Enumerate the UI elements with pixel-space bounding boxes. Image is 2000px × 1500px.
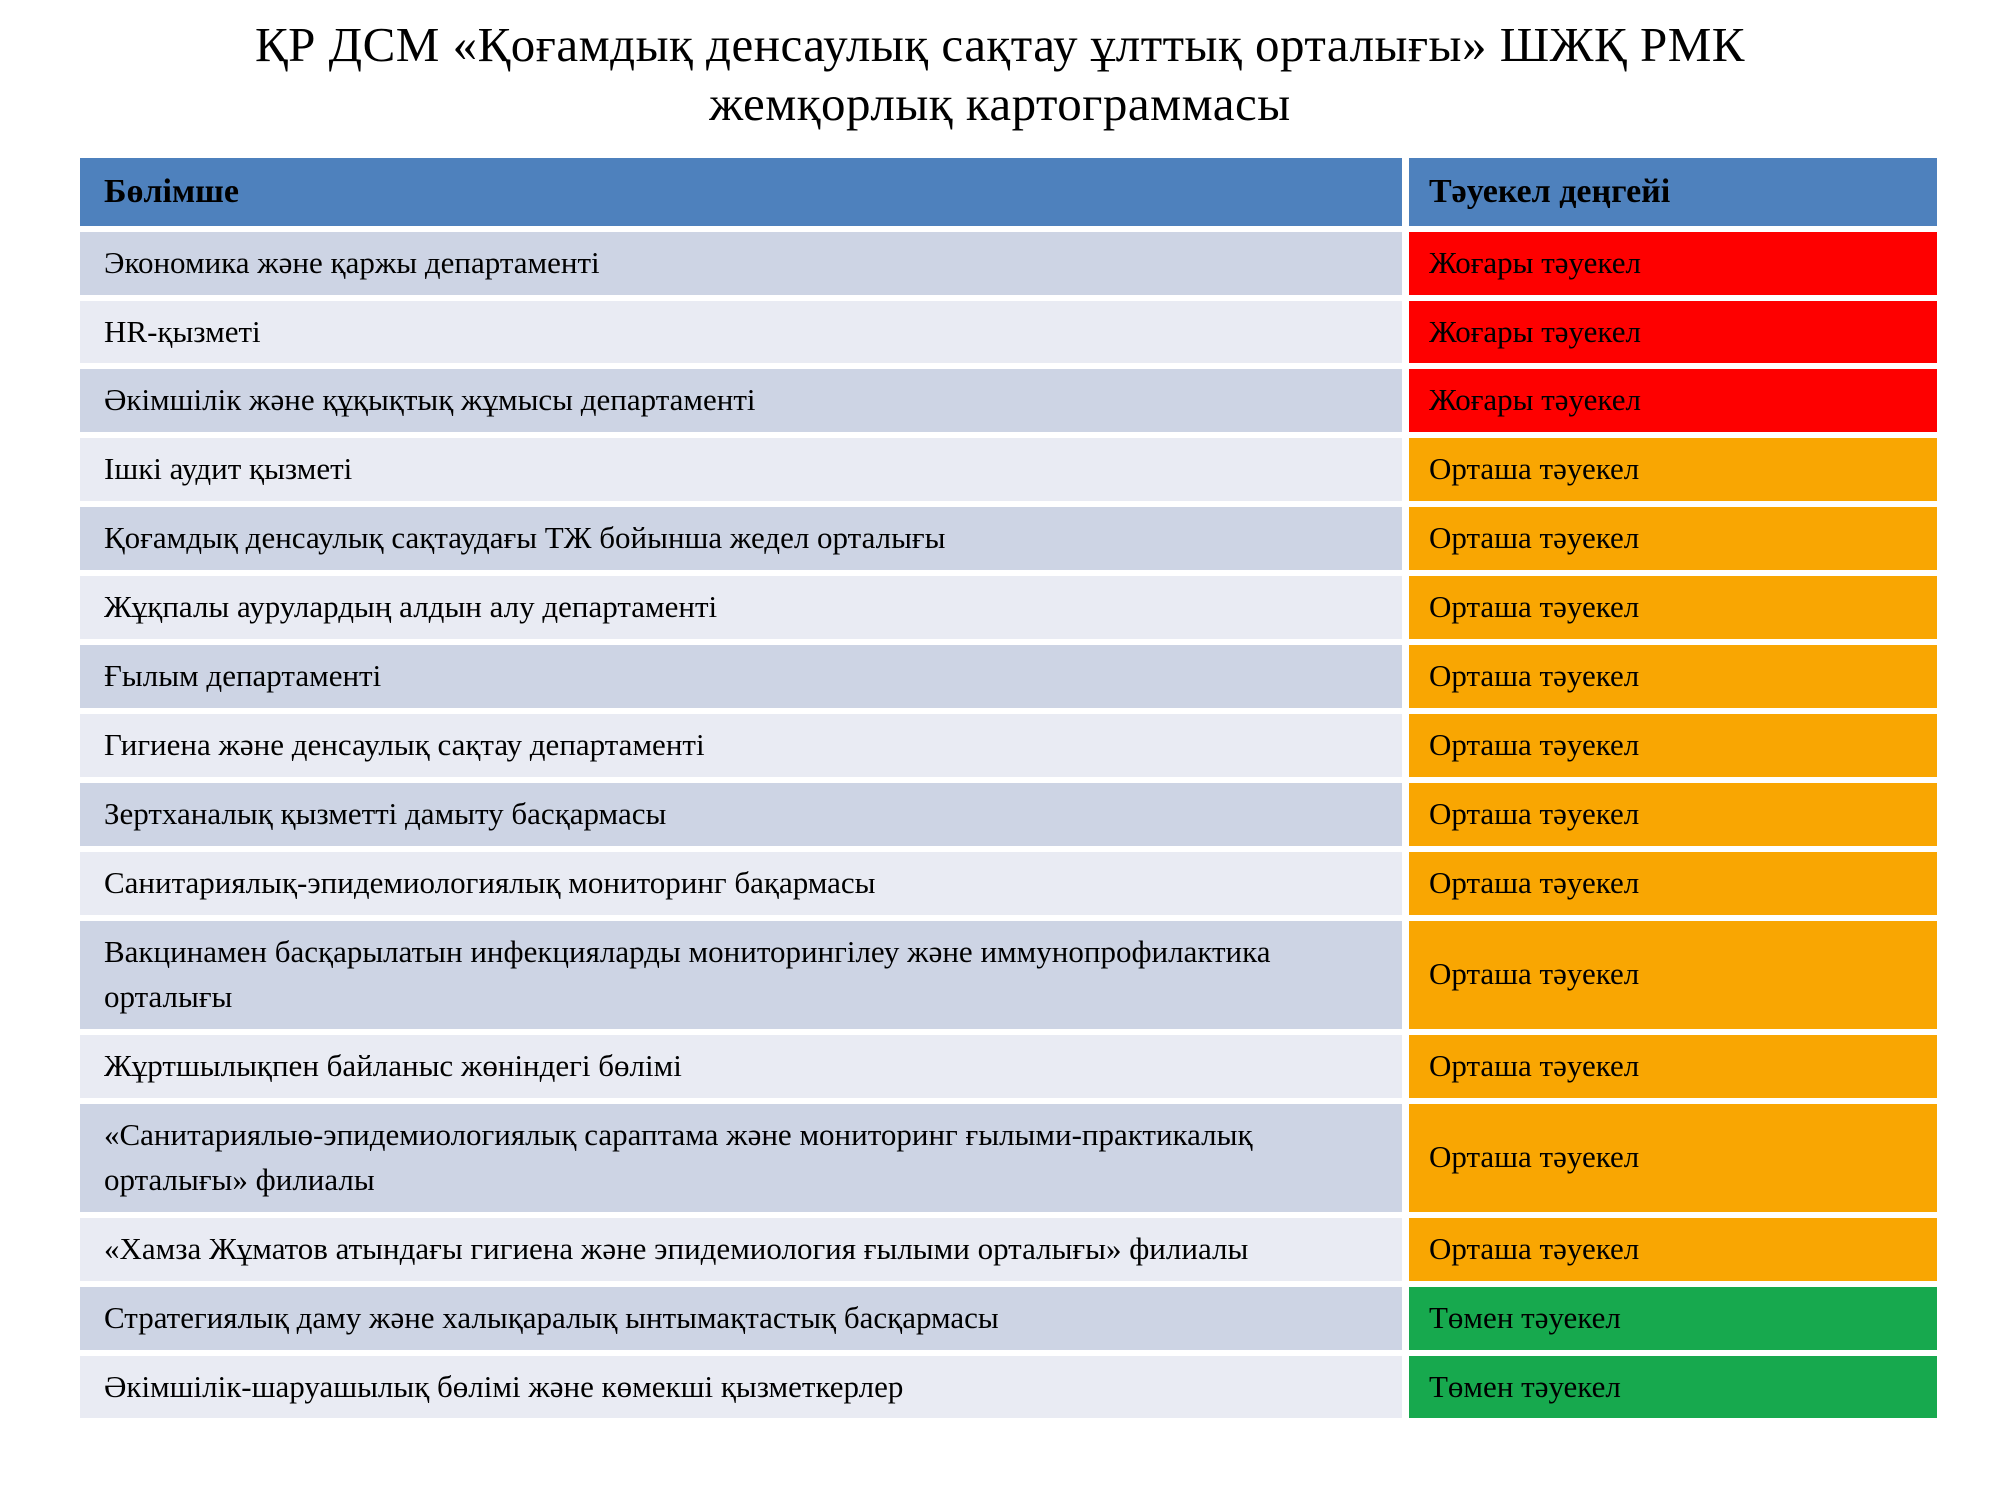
table-header-row bbox=[80, 158, 1937, 226]
risk-cell: Жоғары тәуекел bbox=[1409, 301, 1937, 364]
department-cell: Стратегиялық даму және халықаралық ынтымақтастық басқармасы bbox=[80, 1287, 1402, 1350]
department-cell: Санитариялық-эпидемиологиялық мониторинг бақармасы bbox=[80, 852, 1402, 915]
risk-cell: Орташа тәуекел bbox=[1409, 1104, 1937, 1212]
risk-table bbox=[80, 158, 1937, 1419]
department-cell: «Хамза Жұматов атындағы гигиена және эпидемиология ғылыми орталығы» филиалы bbox=[80, 1218, 1402, 1281]
department-cell: «Санитариялыө-эпидемиологиялық сараптама және мониторинг ғылыми-практикалық орталығы» филиалы bbox=[80, 1104, 1402, 1212]
table-row bbox=[80, 921, 1937, 1029]
table-row bbox=[80, 438, 1937, 501]
risk-cell: Орташа тәуекел bbox=[1409, 576, 1937, 639]
slide-title-line-1: ҚР ДСМ «Қоғамдық денсаулық сақтау ұлттық орталығы» ШЖҚ РМК bbox=[255, 17, 1745, 72]
slide-title-line-2: жемқорлық картограммасы bbox=[709, 75, 1291, 131]
column-header-department: Бөлімше bbox=[80, 158, 1402, 226]
department-cell: Қоғамдық денсаулық сақтаудағы ТЖ бойынша жедел орталығы bbox=[80, 507, 1402, 570]
risk-cell: Орташа тәуекел bbox=[1409, 783, 1937, 846]
department-cell: Ғылым департаменті bbox=[80, 645, 1402, 708]
column-header-risk-level: Тәуекел деңгейі bbox=[1409, 158, 1937, 226]
risk-cell: Орташа тәуекел bbox=[1409, 438, 1937, 501]
table-row bbox=[80, 507, 1937, 570]
table-row bbox=[80, 714, 1937, 777]
department-cell: Жұртшылықпен байланыс жөніндегі бөлімі bbox=[80, 1035, 1402, 1098]
department-cell: Ішкі аудит қызметі bbox=[80, 438, 1402, 501]
department-cell: Гигиена және денсаулық сақтау департаменті bbox=[80, 714, 1402, 777]
risk-cell: Төмен тәуекел bbox=[1409, 1356, 1937, 1419]
table-row bbox=[80, 232, 1937, 295]
table-row bbox=[80, 1356, 1937, 1419]
risk-cell: Жоғары тәуекел bbox=[1409, 369, 1937, 432]
table-row bbox=[80, 783, 1937, 846]
risk-cell: Орташа тәуекел bbox=[1409, 852, 1937, 915]
slide-title bbox=[0, 16, 2000, 134]
risk-cell: Төмен тәуекел bbox=[1409, 1287, 1937, 1350]
table-row bbox=[80, 301, 1937, 364]
table-row bbox=[80, 576, 1937, 639]
table-row bbox=[80, 645, 1937, 708]
table-row bbox=[80, 1104, 1937, 1212]
table-row bbox=[80, 1035, 1937, 1098]
table-row bbox=[80, 1218, 1937, 1281]
risk-cell: Орташа тәуекел bbox=[1409, 921, 1937, 1029]
risk-cell: Жоғары тәуекел bbox=[1409, 232, 1937, 295]
department-cell: HR-қызметі bbox=[80, 301, 1402, 364]
department-cell: Әкімшілік және құқықтық жұмысы департаменті bbox=[80, 369, 1402, 432]
risk-cell: Орташа тәуекел bbox=[1409, 645, 1937, 708]
department-cell: Жұқпалы аурулардың алдын алу департаменті bbox=[80, 576, 1402, 639]
department-cell: Вакцинамен басқарылатын инфекцияларды мониторингілеу және иммунопрофилактика орталығы bbox=[80, 921, 1402, 1029]
table-row bbox=[80, 852, 1937, 915]
risk-cell: Орташа тәуекел bbox=[1409, 507, 1937, 570]
risk-cell: Орташа тәуекел bbox=[1409, 714, 1937, 777]
risk-cell: Орташа тәуекел bbox=[1409, 1035, 1937, 1098]
table-row bbox=[80, 369, 1937, 432]
department-cell: Әкімшілік-шаруашылық бөлімі және көмекші қызметкерлер bbox=[80, 1356, 1402, 1419]
risk-cell: Орташа тәуекел bbox=[1409, 1218, 1937, 1281]
table-row bbox=[80, 1287, 1937, 1350]
department-cell: Экономика және қаржы департаменті bbox=[80, 232, 1402, 295]
department-cell: Зертханалық қызметті дамыту басқармасы bbox=[80, 783, 1402, 846]
